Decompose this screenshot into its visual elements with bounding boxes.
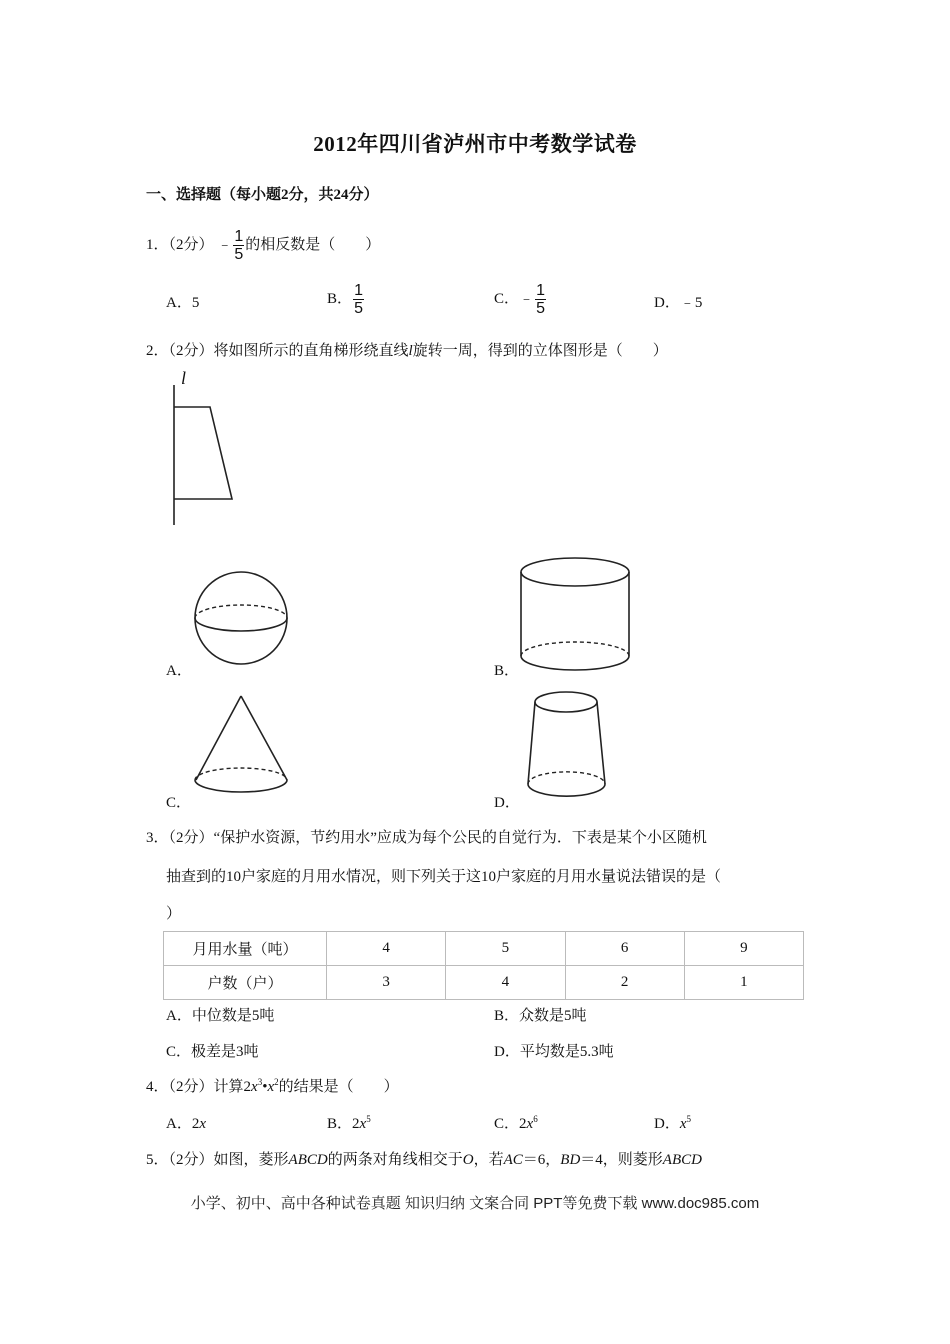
q4-c-x: x bbox=[526, 1116, 534, 1132]
q1-frac-num: 1 bbox=[234, 228, 244, 245]
trapezoid-figure bbox=[165, 385, 245, 530]
q4-d-x: x bbox=[679, 1116, 687, 1132]
q5-text-4: ＝6， bbox=[522, 1152, 561, 1168]
q1-number: 1． bbox=[146, 236, 169, 253]
water-usage-table bbox=[163, 931, 804, 1000]
q3-option-d: D．平均数是5.3吨 bbox=[494, 1044, 614, 1060]
q3-score: （2分） bbox=[168, 830, 214, 846]
q2-score: （2分） bbox=[168, 343, 214, 359]
table-cell: 5 bbox=[446, 932, 565, 966]
q4-exp-2: 2 bbox=[274, 1077, 279, 1087]
q5-text-2: 的两条对角线相交于 bbox=[327, 1152, 463, 1168]
q3-line-3: ） bbox=[166, 906, 182, 922]
q1-option-d bbox=[654, 291, 702, 312]
q2-option-d: D． bbox=[494, 795, 520, 811]
q4-b-exp: 5 bbox=[366, 1114, 371, 1124]
q1-d-value: ﹣5 bbox=[679, 295, 703, 311]
q1-c-den: 5 bbox=[536, 300, 545, 317]
footer-text: 小学、初中、高中各种试卷真题 知识归纳 文案合同 PPT等免费下载 www.doc985.com bbox=[190, 1195, 760, 1212]
question-4 bbox=[146, 1075, 399, 1096]
q2-option-a: A． bbox=[166, 663, 192, 679]
q4-b-label: B． bbox=[327, 1116, 353, 1132]
frustum-figure bbox=[522, 687, 612, 807]
q5-bd: BD bbox=[560, 1152, 581, 1168]
table-cell: 6 bbox=[565, 932, 684, 966]
q1-c-fraction bbox=[535, 282, 546, 317]
q4-option-d bbox=[654, 1112, 691, 1133]
q4-x: x bbox=[251, 1079, 258, 1095]
table-cell: 2 bbox=[565, 966, 684, 1000]
q1-c-label: C． bbox=[494, 290, 520, 307]
table-cell: 1 bbox=[684, 966, 803, 1000]
q1-option-c bbox=[494, 282, 547, 317]
q1-score: （2分） bbox=[168, 236, 214, 253]
trapezoid-axis-label: l bbox=[181, 368, 187, 388]
q1-text: 的相反数是（ ） bbox=[245, 236, 381, 253]
q2-number: 2． bbox=[146, 343, 169, 359]
q4-exp-1: 3 bbox=[257, 1077, 263, 1087]
q4-d-label: D． bbox=[654, 1116, 680, 1132]
q5-o: O bbox=[462, 1152, 474, 1168]
q4-post: 的结果是（ ） bbox=[278, 1079, 399, 1095]
q2-text-after: 旋转一周，得到的立体图形是（ ） bbox=[412, 343, 668, 359]
q1-b-label: B． bbox=[327, 290, 353, 307]
section-heading: 一、选择题（每小题2分，共24分） bbox=[146, 187, 379, 203]
q1-fraction bbox=[233, 228, 244, 263]
q3-option-a: A．中位数是5吨 bbox=[166, 1008, 275, 1024]
question-3 bbox=[146, 826, 707, 847]
q4-pre: 计算2 bbox=[213, 1079, 252, 1095]
q5-number: 5． bbox=[146, 1152, 169, 1168]
q4-dot: • bbox=[262, 1079, 268, 1095]
q1-d-label: D． bbox=[654, 295, 680, 311]
sphere-figure bbox=[190, 568, 295, 668]
question-2 bbox=[146, 339, 668, 360]
q4-a-coef: 2 bbox=[191, 1116, 200, 1132]
q4-x-2: x bbox=[267, 1079, 275, 1095]
q4-number: 4． bbox=[146, 1079, 169, 1095]
q5-text-1: 如图，菱形 bbox=[213, 1152, 289, 1168]
cone-figure bbox=[190, 692, 295, 802]
q3-option-b: B．众数是5吨 bbox=[494, 1008, 587, 1024]
q1-frac-den: 5 bbox=[234, 246, 244, 263]
q2-option-c: C． bbox=[166, 795, 192, 811]
q5-abcd-2: ABCD bbox=[662, 1152, 702, 1168]
question-1 bbox=[146, 228, 380, 263]
q1-b-num: 1 bbox=[354, 282, 363, 299]
q3-line-2: 抽查到的10户家庭的月用水情况，则下列关于这10户家庭的月用水量说法错误的是（ bbox=[166, 869, 722, 885]
q1-b-den: 5 bbox=[354, 300, 363, 317]
q4-c-coef: 2 bbox=[519, 1116, 527, 1132]
q4-c-label: C． bbox=[494, 1116, 520, 1132]
table-cell: 9 bbox=[684, 932, 803, 966]
table-cell: 4 bbox=[327, 932, 446, 966]
q2-option-b: B． bbox=[494, 663, 520, 679]
q4-option-a bbox=[166, 1112, 206, 1133]
q1-option-a bbox=[166, 291, 199, 312]
q1-neg: ﹣ bbox=[217, 236, 233, 253]
q3-line-1: “保护水资源，节约用水”应成为每个公民的自觉行为．下表是某个小区随机 bbox=[213, 830, 707, 846]
cylinder-figure bbox=[518, 553, 638, 678]
q4-a-x: x bbox=[199, 1116, 207, 1132]
q5-score: （2分） bbox=[168, 1152, 214, 1168]
table-cell: 户数（户） bbox=[164, 966, 327, 1000]
table-row bbox=[164, 932, 804, 966]
q5-text-5: ＝4，则菱形 bbox=[580, 1152, 663, 1168]
table-cell: 月用水量（吨） bbox=[164, 932, 327, 966]
q4-option-c bbox=[494, 1112, 538, 1133]
table-row bbox=[164, 966, 804, 1000]
table-cell: 3 bbox=[327, 966, 446, 1000]
q4-a-label: A． bbox=[166, 1116, 192, 1132]
q4-option-b bbox=[327, 1112, 371, 1133]
q3-option-c: C．极差是3吨 bbox=[166, 1044, 259, 1060]
q4-score: （2分） bbox=[168, 1079, 214, 1095]
q4-c-exp: 6 bbox=[533, 1114, 538, 1124]
table-cell: 4 bbox=[446, 966, 565, 1000]
q2-variable: l bbox=[408, 343, 413, 359]
q4-b-coef: 2 bbox=[352, 1116, 360, 1132]
q4-d-exp: 5 bbox=[686, 1114, 692, 1124]
q5-abcd-1: ABCD bbox=[288, 1152, 328, 1168]
q1-c-neg: ﹣ bbox=[519, 290, 535, 307]
q1-a-label: A． bbox=[166, 295, 192, 311]
page-title: 2012年四川省泸州市中考数学试卷 bbox=[313, 132, 637, 156]
q4-b-x: x bbox=[359, 1116, 367, 1132]
q3-number: 3． bbox=[146, 830, 169, 846]
q1-b-fraction bbox=[353, 282, 364, 317]
q1-c-num: 1 bbox=[536, 282, 545, 299]
q5-text-3: ，若 bbox=[473, 1152, 504, 1168]
q5-ac: AC bbox=[503, 1152, 523, 1168]
q1-a-value: 5 bbox=[191, 295, 200, 311]
q1-option-b bbox=[327, 282, 365, 317]
question-5 bbox=[146, 1148, 702, 1169]
q2-text-before: 将如图所示的直角梯形绕直线 bbox=[213, 343, 409, 359]
